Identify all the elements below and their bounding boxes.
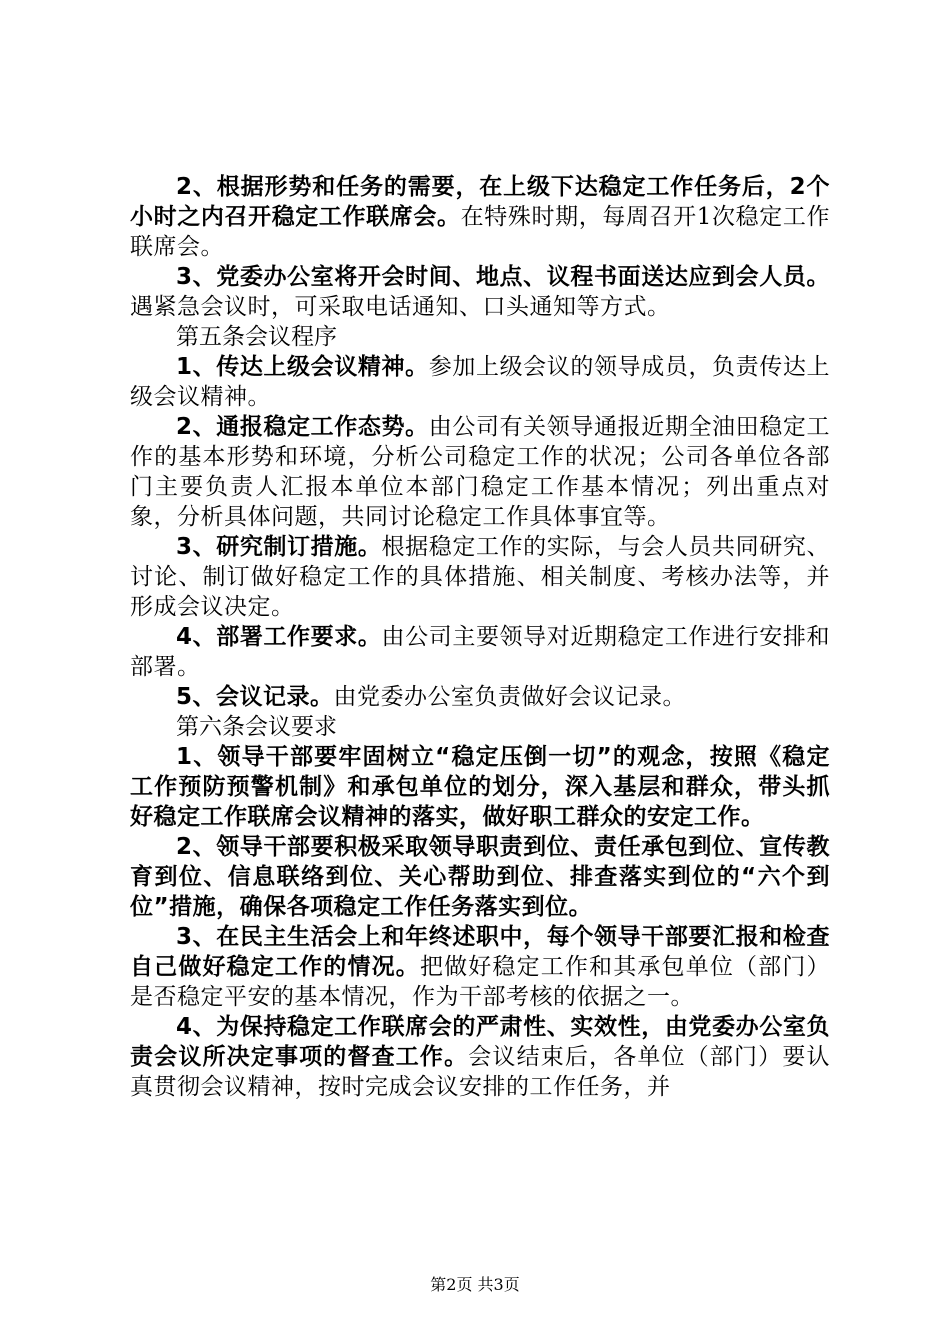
paragraph-item-5 [130, 532, 830, 622]
page-number-label: 第2页 共3页 [430, 1275, 520, 1294]
paragraph-bold-text: 2、领导干部要积极采取领导职责到位、责任承包到位、宣传教育到位、信息联络到位、关心帮助到位、排查落实到位的“六个到位”措施，确保各项稳定工作任务落实到位。 [130, 834, 830, 920]
paragraph-normal-text: 把做好稳定工作和其承包单位（部门）是否稳定平安的基本情况，作为干部考核的依据之一。 [130, 954, 831, 1010]
paragraph-item-1 [130, 172, 830, 262]
paragraph-item-9 [130, 832, 830, 922]
document-body [130, 172, 830, 1102]
paragraph-normal-text: 由公司有关领导通报近期全油田稳定工作的基本形势和环境，分析公司稳定工作的状况；公司各单位各部门主要负责人汇报本单位本部门稳定工作基本情况；列出重点对象，分析具体问题，共同讨论稳定工作具体事宜等。 [130, 414, 831, 530]
paragraph-normal-text: 在特殊时期，每周召开1次稳定工作联席会。 [130, 204, 830, 260]
paragraph-normal-text: 由公司主要领导对近期稳定工作进行安排和部署。 [130, 624, 830, 680]
paragraph-item-2 [130, 262, 830, 322]
paragraph-bold-text: 3、研究制订措施。 [176, 534, 382, 560]
paragraph-normal-text: 由党委办公室负责做好会议记录。 [333, 684, 687, 710]
paragraph-item-6 [130, 622, 830, 682]
paragraph-item-7 [130, 682, 830, 712]
paragraph-bold-text: 4、部署工作要求。 [176, 624, 382, 650]
paragraph-normal-text: 参加上级会议的领导成员，负责传达上级会议精神。 [130, 354, 831, 410]
paragraph-bold-text: 3、党委办公室将开会时间、地点、议程书面送达应到会人员。 [176, 264, 830, 290]
paragraph-item-11 [130, 1012, 830, 1102]
paragraph-item-4 [130, 412, 830, 532]
paragraph-bold-text: 1、传达上级会议精神。 [176, 354, 429, 380]
paragraph-bold-text: 1、领导干部要牢固树立“稳定压倒一切”的观念，按照《稳定工作预防预警机制》和承包单位的划分，深入基层和群众，带头抓好稳定工作联席会议精神的落实，做好职工群众的安定工作。 [130, 744, 830, 830]
paragraph-bold-text: 4、为保持稳定工作联席会的严肃性、实效性，由党委办公室负责会议所决定事项的督查工作。 [130, 1014, 830, 1070]
paragraph-normal-text: 遇紧急会议时，可采取电话通知、口头通知等方式。 [130, 294, 671, 320]
paragraph-bold-text: 2、通报稳定工作态势。 [176, 414, 429, 440]
section-heading-article-5: 第五条会议程序 [176, 324, 337, 350]
paragraph-bold-text: 2、根据形势和任务的需要，在上级下达稳定工作任务后，2个小时之内召开稳定工作联席会。 [130, 174, 830, 230]
section-heading-article-6: 第六条会议要求 [176, 714, 337, 740]
paragraph-normal-text: 会议结束后，各单位（部门）要认真贯彻会议精神，按时完成会议安排的工作任务，并 [130, 1044, 831, 1100]
paragraph-item-8 [130, 742, 830, 832]
page-footer [0, 1275, 950, 1295]
paragraph-item-3 [130, 352, 830, 412]
paragraph-item-10 [130, 922, 830, 1012]
paragraph-bold-text: 5、会议记录。 [176, 684, 334, 710]
paragraph-bold-text: 3、在民主生活会上和年终述职中，每个领导干部要汇报和检查自己做好稳定工作的情况。 [130, 924, 830, 980]
paragraph-normal-text: 根据稳定工作的实际，与会人员共同研究、讨论、制订做好稳定工作的具体措施、相关制度、考核办法等，并形成会议决定。 [130, 534, 830, 620]
